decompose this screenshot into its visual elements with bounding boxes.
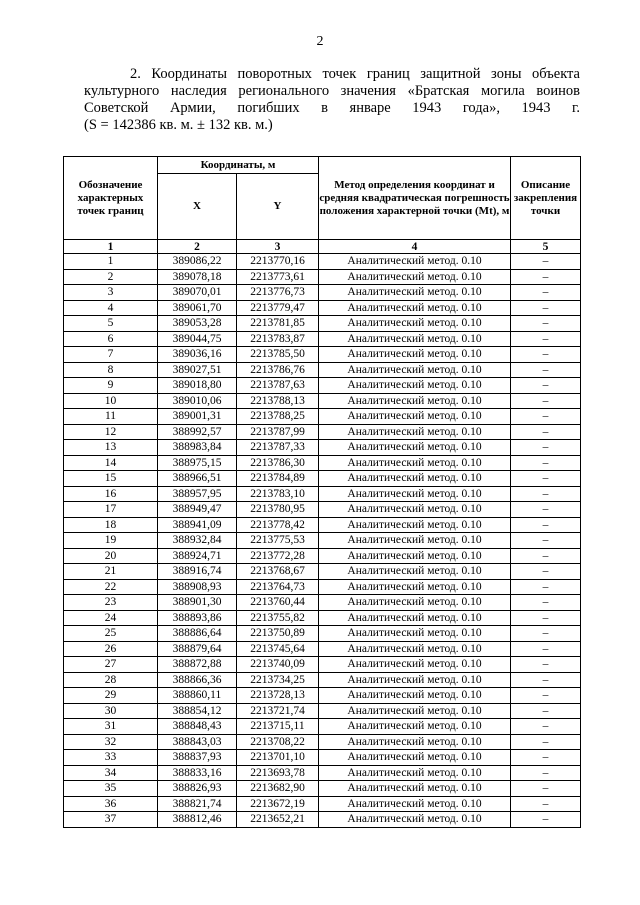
x-coordinate-cell: 388901,30 xyxy=(158,595,237,611)
description-cell: – xyxy=(511,564,581,580)
column-number: 2 xyxy=(158,240,237,254)
heading-line-4: (S = 142386 кв. м. ± 132 кв. м.) xyxy=(84,117,273,133)
x-coordinate-cell: 388916,74 xyxy=(158,564,237,580)
table-row xyxy=(64,564,581,580)
point-number-cell: 12 xyxy=(64,424,158,440)
method-cell: Аналитический метод. 0.10 xyxy=(319,393,511,409)
table-row xyxy=(64,316,581,332)
header-description: Описание закрепления точки xyxy=(511,157,581,240)
method-cell: Аналитический метод. 0.10 xyxy=(319,533,511,549)
method-cell: Аналитический метод. 0.10 xyxy=(319,719,511,735)
method-cell: Аналитический метод. 0.10 xyxy=(319,610,511,626)
table-row xyxy=(64,812,581,828)
y-coordinate-cell: 2213764,73 xyxy=(237,579,319,595)
description-cell: – xyxy=(511,672,581,688)
point-number-cell: 1 xyxy=(64,254,158,270)
description-cell: – xyxy=(511,548,581,564)
x-coordinate-cell: 388932,84 xyxy=(158,533,237,549)
x-coordinate-cell: 389010,06 xyxy=(158,393,237,409)
description-cell: – xyxy=(511,269,581,285)
table-row xyxy=(64,331,581,347)
y-coordinate-cell: 2213755,82 xyxy=(237,610,319,626)
x-coordinate-cell: 389027,51 xyxy=(158,362,237,378)
point-number-cell: 31 xyxy=(64,719,158,735)
y-coordinate-cell: 2213781,85 xyxy=(237,316,319,332)
table-row xyxy=(64,765,581,781)
x-coordinate-cell: 388886,64 xyxy=(158,626,237,642)
description-cell: – xyxy=(511,703,581,719)
table-row xyxy=(64,626,581,642)
method-cell: Аналитический метод. 0.10 xyxy=(319,641,511,657)
point-number-cell: 20 xyxy=(64,548,158,564)
x-coordinate-cell: 388879,64 xyxy=(158,641,237,657)
method-cell: Аналитический метод. 0.10 xyxy=(319,657,511,673)
x-coordinate-cell: 389018,80 xyxy=(158,378,237,394)
description-cell: – xyxy=(511,533,581,549)
description-cell: – xyxy=(511,502,581,518)
column-number: 4 xyxy=(319,240,511,254)
y-coordinate-cell: 2213740,09 xyxy=(237,657,319,673)
method-cell: Аналитический метод. 0.10 xyxy=(319,734,511,750)
method-cell: Аналитический метод. 0.10 xyxy=(319,316,511,332)
y-coordinate-cell: 2213788,13 xyxy=(237,393,319,409)
header-y: Y xyxy=(237,174,319,240)
point-number-cell: 25 xyxy=(64,626,158,642)
point-number-cell: 33 xyxy=(64,750,158,766)
point-number-cell: 30 xyxy=(64,703,158,719)
description-cell: – xyxy=(511,362,581,378)
table-row xyxy=(64,750,581,766)
method-cell: Аналитический метод. 0.10 xyxy=(319,796,511,812)
x-coordinate-cell: 389001,31 xyxy=(158,409,237,425)
table-row xyxy=(64,362,581,378)
description-cell: – xyxy=(511,796,581,812)
method-cell: Аналитический метод. 0.10 xyxy=(319,812,511,828)
description-cell: – xyxy=(511,595,581,611)
column-number: 1 xyxy=(64,240,158,254)
x-coordinate-cell: 388893,86 xyxy=(158,610,237,626)
y-coordinate-cell: 2213728,13 xyxy=(237,688,319,704)
x-coordinate-cell: 388966,51 xyxy=(158,471,237,487)
heading-line-2: культурного наследия регионального значения «Братская могила воинов xyxy=(84,83,580,99)
heading-line-1: 2. Координаты поворотных точек границ защитной зоны объекта xyxy=(130,66,580,82)
point-number-cell: 15 xyxy=(64,471,158,487)
description-cell: – xyxy=(511,579,581,595)
description-cell: – xyxy=(511,254,581,270)
y-coordinate-cell: 2213787,99 xyxy=(237,424,319,440)
table-row xyxy=(64,517,581,533)
x-coordinate-cell: 389086,22 xyxy=(158,254,237,270)
column-number: 5 xyxy=(511,240,581,254)
description-cell: – xyxy=(511,657,581,673)
header-method: Метод определения координат и средняя квадратическая погрешность положения характерной точки (Мt), м xyxy=(319,157,511,240)
description-cell: – xyxy=(511,424,581,440)
table-row xyxy=(64,703,581,719)
method-cell: Аналитический метод. 0.10 xyxy=(319,455,511,471)
coordinates-table xyxy=(63,156,581,828)
table-row xyxy=(64,641,581,657)
point-number-cell: 36 xyxy=(64,796,158,812)
point-number-cell: 21 xyxy=(64,564,158,580)
heading-line-3: Советской Армии, погибших в январе 1943 года», 1943 г. xyxy=(84,100,580,116)
point-number-cell: 3 xyxy=(64,285,158,301)
description-cell: – xyxy=(511,734,581,750)
method-cell: Аналитический метод. 0.10 xyxy=(319,486,511,502)
header-x: X xyxy=(158,174,237,240)
y-coordinate-cell: 2213786,76 xyxy=(237,362,319,378)
table-row xyxy=(64,734,581,750)
table-row xyxy=(64,533,581,549)
table-row xyxy=(64,471,581,487)
point-number-cell: 28 xyxy=(64,672,158,688)
x-coordinate-cell: 388924,71 xyxy=(158,548,237,564)
point-number-cell: 11 xyxy=(64,409,158,425)
method-cell: Аналитический метод. 0.10 xyxy=(319,750,511,766)
description-cell: – xyxy=(511,300,581,316)
description-cell: – xyxy=(511,517,581,533)
description-cell: – xyxy=(511,393,581,409)
table-row xyxy=(64,486,581,502)
header-point-designation: Обозначение характерных точек границ xyxy=(64,157,158,240)
description-cell: – xyxy=(511,486,581,502)
method-cell: Аналитический метод. 0.10 xyxy=(319,254,511,270)
point-number-cell: 26 xyxy=(64,641,158,657)
y-coordinate-cell: 2213776,73 xyxy=(237,285,319,301)
y-coordinate-cell: 2213783,10 xyxy=(237,486,319,502)
method-cell: Аналитический метод. 0.10 xyxy=(319,564,511,580)
x-coordinate-cell: 388812,46 xyxy=(158,812,237,828)
method-cell: Аналитический метод. 0.10 xyxy=(319,672,511,688)
table-row xyxy=(64,719,581,735)
y-coordinate-cell: 2213745,64 xyxy=(237,641,319,657)
y-coordinate-cell: 2213652,21 xyxy=(237,812,319,828)
x-coordinate-cell: 388848,43 xyxy=(158,719,237,735)
x-coordinate-cell: 389070,01 xyxy=(158,285,237,301)
method-cell: Аналитический метод. 0.10 xyxy=(319,626,511,642)
description-cell: – xyxy=(511,378,581,394)
point-number-cell: 17 xyxy=(64,502,158,518)
table-row xyxy=(64,657,581,673)
y-coordinate-cell: 2213788,25 xyxy=(237,409,319,425)
point-number-cell: 10 xyxy=(64,393,158,409)
method-cell: Аналитический метод. 0.10 xyxy=(319,378,511,394)
description-cell: – xyxy=(511,626,581,642)
point-number-cell: 4 xyxy=(64,300,158,316)
section-heading xyxy=(84,66,580,134)
method-cell: Аналитический метод. 0.10 xyxy=(319,579,511,595)
description-cell: – xyxy=(511,812,581,828)
method-cell: Аналитический метод. 0.10 xyxy=(319,440,511,456)
description-cell: – xyxy=(511,781,581,797)
point-number-cell: 8 xyxy=(64,362,158,378)
description-cell: – xyxy=(511,750,581,766)
x-coordinate-cell: 388872,88 xyxy=(158,657,237,673)
y-coordinate-cell: 2213693,78 xyxy=(237,765,319,781)
y-coordinate-cell: 2213780,95 xyxy=(237,502,319,518)
x-coordinate-cell: 388860,11 xyxy=(158,688,237,704)
point-number-cell: 6 xyxy=(64,331,158,347)
method-cell: Аналитический метод. 0.10 xyxy=(319,362,511,378)
description-cell: – xyxy=(511,610,581,626)
y-coordinate-cell: 2213672,19 xyxy=(237,796,319,812)
table-row xyxy=(64,502,581,518)
x-coordinate-cell: 389078,18 xyxy=(158,269,237,285)
y-coordinate-cell: 2213682,90 xyxy=(237,781,319,797)
table-row xyxy=(64,688,581,704)
table-body xyxy=(64,254,581,828)
description-cell: – xyxy=(511,765,581,781)
point-number-cell: 7 xyxy=(64,347,158,363)
point-number-cell: 18 xyxy=(64,517,158,533)
method-cell: Аналитический метод. 0.10 xyxy=(319,548,511,564)
method-cell: Аналитический метод. 0.10 xyxy=(319,781,511,797)
point-number-cell: 34 xyxy=(64,765,158,781)
description-cell: – xyxy=(511,455,581,471)
point-number-cell: 13 xyxy=(64,440,158,456)
method-cell: Аналитический метод. 0.10 xyxy=(319,347,511,363)
x-coordinate-cell: 389036,16 xyxy=(158,347,237,363)
y-coordinate-cell: 2213786,30 xyxy=(237,455,319,471)
method-cell: Аналитический метод. 0.10 xyxy=(319,517,511,533)
y-coordinate-cell: 2213778,42 xyxy=(237,517,319,533)
x-coordinate-cell: 388826,93 xyxy=(158,781,237,797)
table-row xyxy=(64,285,581,301)
table-row xyxy=(64,796,581,812)
x-coordinate-cell: 389044,75 xyxy=(158,331,237,347)
y-coordinate-cell: 2213721,74 xyxy=(237,703,319,719)
point-number-cell: 9 xyxy=(64,378,158,394)
table-row xyxy=(64,672,581,688)
description-cell: – xyxy=(511,409,581,425)
point-number-cell: 2 xyxy=(64,269,158,285)
column-number: 3 xyxy=(237,240,319,254)
table-row xyxy=(64,393,581,409)
y-coordinate-cell: 2213768,67 xyxy=(237,564,319,580)
table-row xyxy=(64,254,581,270)
point-number-cell: 37 xyxy=(64,812,158,828)
point-number-cell: 23 xyxy=(64,595,158,611)
table-row xyxy=(64,781,581,797)
y-coordinate-cell: 2213773,61 xyxy=(237,269,319,285)
description-cell: – xyxy=(511,688,581,704)
table-row xyxy=(64,595,581,611)
y-coordinate-cell: 2213785,50 xyxy=(237,347,319,363)
method-cell: Аналитический метод. 0.10 xyxy=(319,300,511,316)
x-coordinate-cell: 388866,36 xyxy=(158,672,237,688)
y-coordinate-cell: 2213715,11 xyxy=(237,719,319,735)
method-cell: Аналитический метод. 0.10 xyxy=(319,424,511,440)
y-coordinate-cell: 2213784,89 xyxy=(237,471,319,487)
y-coordinate-cell: 2213708,22 xyxy=(237,734,319,750)
point-number-cell: 22 xyxy=(64,579,158,595)
table-row xyxy=(64,610,581,626)
y-coordinate-cell: 2213772,28 xyxy=(237,548,319,564)
method-cell: Аналитический метод. 0.10 xyxy=(319,703,511,719)
method-cell: Аналитический метод. 0.10 xyxy=(319,285,511,301)
y-coordinate-cell: 2213770,16 xyxy=(237,254,319,270)
method-cell: Аналитический метод. 0.10 xyxy=(319,409,511,425)
y-coordinate-cell: 2213775,53 xyxy=(237,533,319,549)
table-row xyxy=(64,269,581,285)
method-cell: Аналитический метод. 0.10 xyxy=(319,502,511,518)
point-number-cell: 16 xyxy=(64,486,158,502)
x-coordinate-cell: 388908,93 xyxy=(158,579,237,595)
description-cell: – xyxy=(511,440,581,456)
y-coordinate-cell: 2213701,10 xyxy=(237,750,319,766)
point-number-cell: 29 xyxy=(64,688,158,704)
method-cell: Аналитический метод. 0.10 xyxy=(319,765,511,781)
method-cell: Аналитический метод. 0.10 xyxy=(319,595,511,611)
point-number-cell: 35 xyxy=(64,781,158,797)
x-coordinate-cell: 388821,74 xyxy=(158,796,237,812)
point-number-cell: 19 xyxy=(64,533,158,549)
x-coordinate-cell: 388941,09 xyxy=(158,517,237,533)
x-coordinate-cell: 388957,95 xyxy=(158,486,237,502)
point-number-cell: 27 xyxy=(64,657,158,673)
table-row xyxy=(64,548,581,564)
description-cell: – xyxy=(511,285,581,301)
header-coordinates: Координаты, м xyxy=(158,157,319,174)
x-coordinate-cell: 388949,47 xyxy=(158,502,237,518)
page-number: 2 xyxy=(316,34,324,49)
y-coordinate-cell: 2213734,25 xyxy=(237,672,319,688)
description-cell: – xyxy=(511,331,581,347)
x-coordinate-cell: 388854,12 xyxy=(158,703,237,719)
method-cell: Аналитический метод. 0.10 xyxy=(319,471,511,487)
table-row xyxy=(64,579,581,595)
table-row xyxy=(64,409,581,425)
y-coordinate-cell: 2213787,33 xyxy=(237,440,319,456)
y-coordinate-cell: 2213750,89 xyxy=(237,626,319,642)
x-coordinate-cell: 388833,16 xyxy=(158,765,237,781)
table-row xyxy=(64,455,581,471)
point-number-cell: 24 xyxy=(64,610,158,626)
table-row xyxy=(64,300,581,316)
description-cell: – xyxy=(511,316,581,332)
table-row xyxy=(64,424,581,440)
x-coordinate-cell: 389053,28 xyxy=(158,316,237,332)
description-cell: – xyxy=(511,347,581,363)
table-row xyxy=(64,378,581,394)
point-number-cell: 32 xyxy=(64,734,158,750)
x-coordinate-cell: 389061,70 xyxy=(158,300,237,316)
method-cell: Аналитический метод. 0.10 xyxy=(319,688,511,704)
description-cell: – xyxy=(511,641,581,657)
method-cell: Аналитический метод. 0.10 xyxy=(319,331,511,347)
x-coordinate-cell: 388837,93 xyxy=(158,750,237,766)
x-coordinate-cell: 388992,57 xyxy=(158,424,237,440)
table-row xyxy=(64,347,581,363)
description-cell: – xyxy=(511,471,581,487)
method-cell: Аналитический метод. 0.10 xyxy=(319,269,511,285)
y-coordinate-cell: 2213760,44 xyxy=(237,595,319,611)
x-coordinate-cell: 388843,03 xyxy=(158,734,237,750)
point-number-cell: 5 xyxy=(64,316,158,332)
table-row xyxy=(64,440,581,456)
point-number-cell: 14 xyxy=(64,455,158,471)
y-coordinate-cell: 2213779,47 xyxy=(237,300,319,316)
description-cell: – xyxy=(511,719,581,735)
x-coordinate-cell: 388975,15 xyxy=(158,455,237,471)
x-coordinate-cell: 388983,84 xyxy=(158,440,237,456)
y-coordinate-cell: 2213783,87 xyxy=(237,331,319,347)
y-coordinate-cell: 2213787,63 xyxy=(237,378,319,394)
